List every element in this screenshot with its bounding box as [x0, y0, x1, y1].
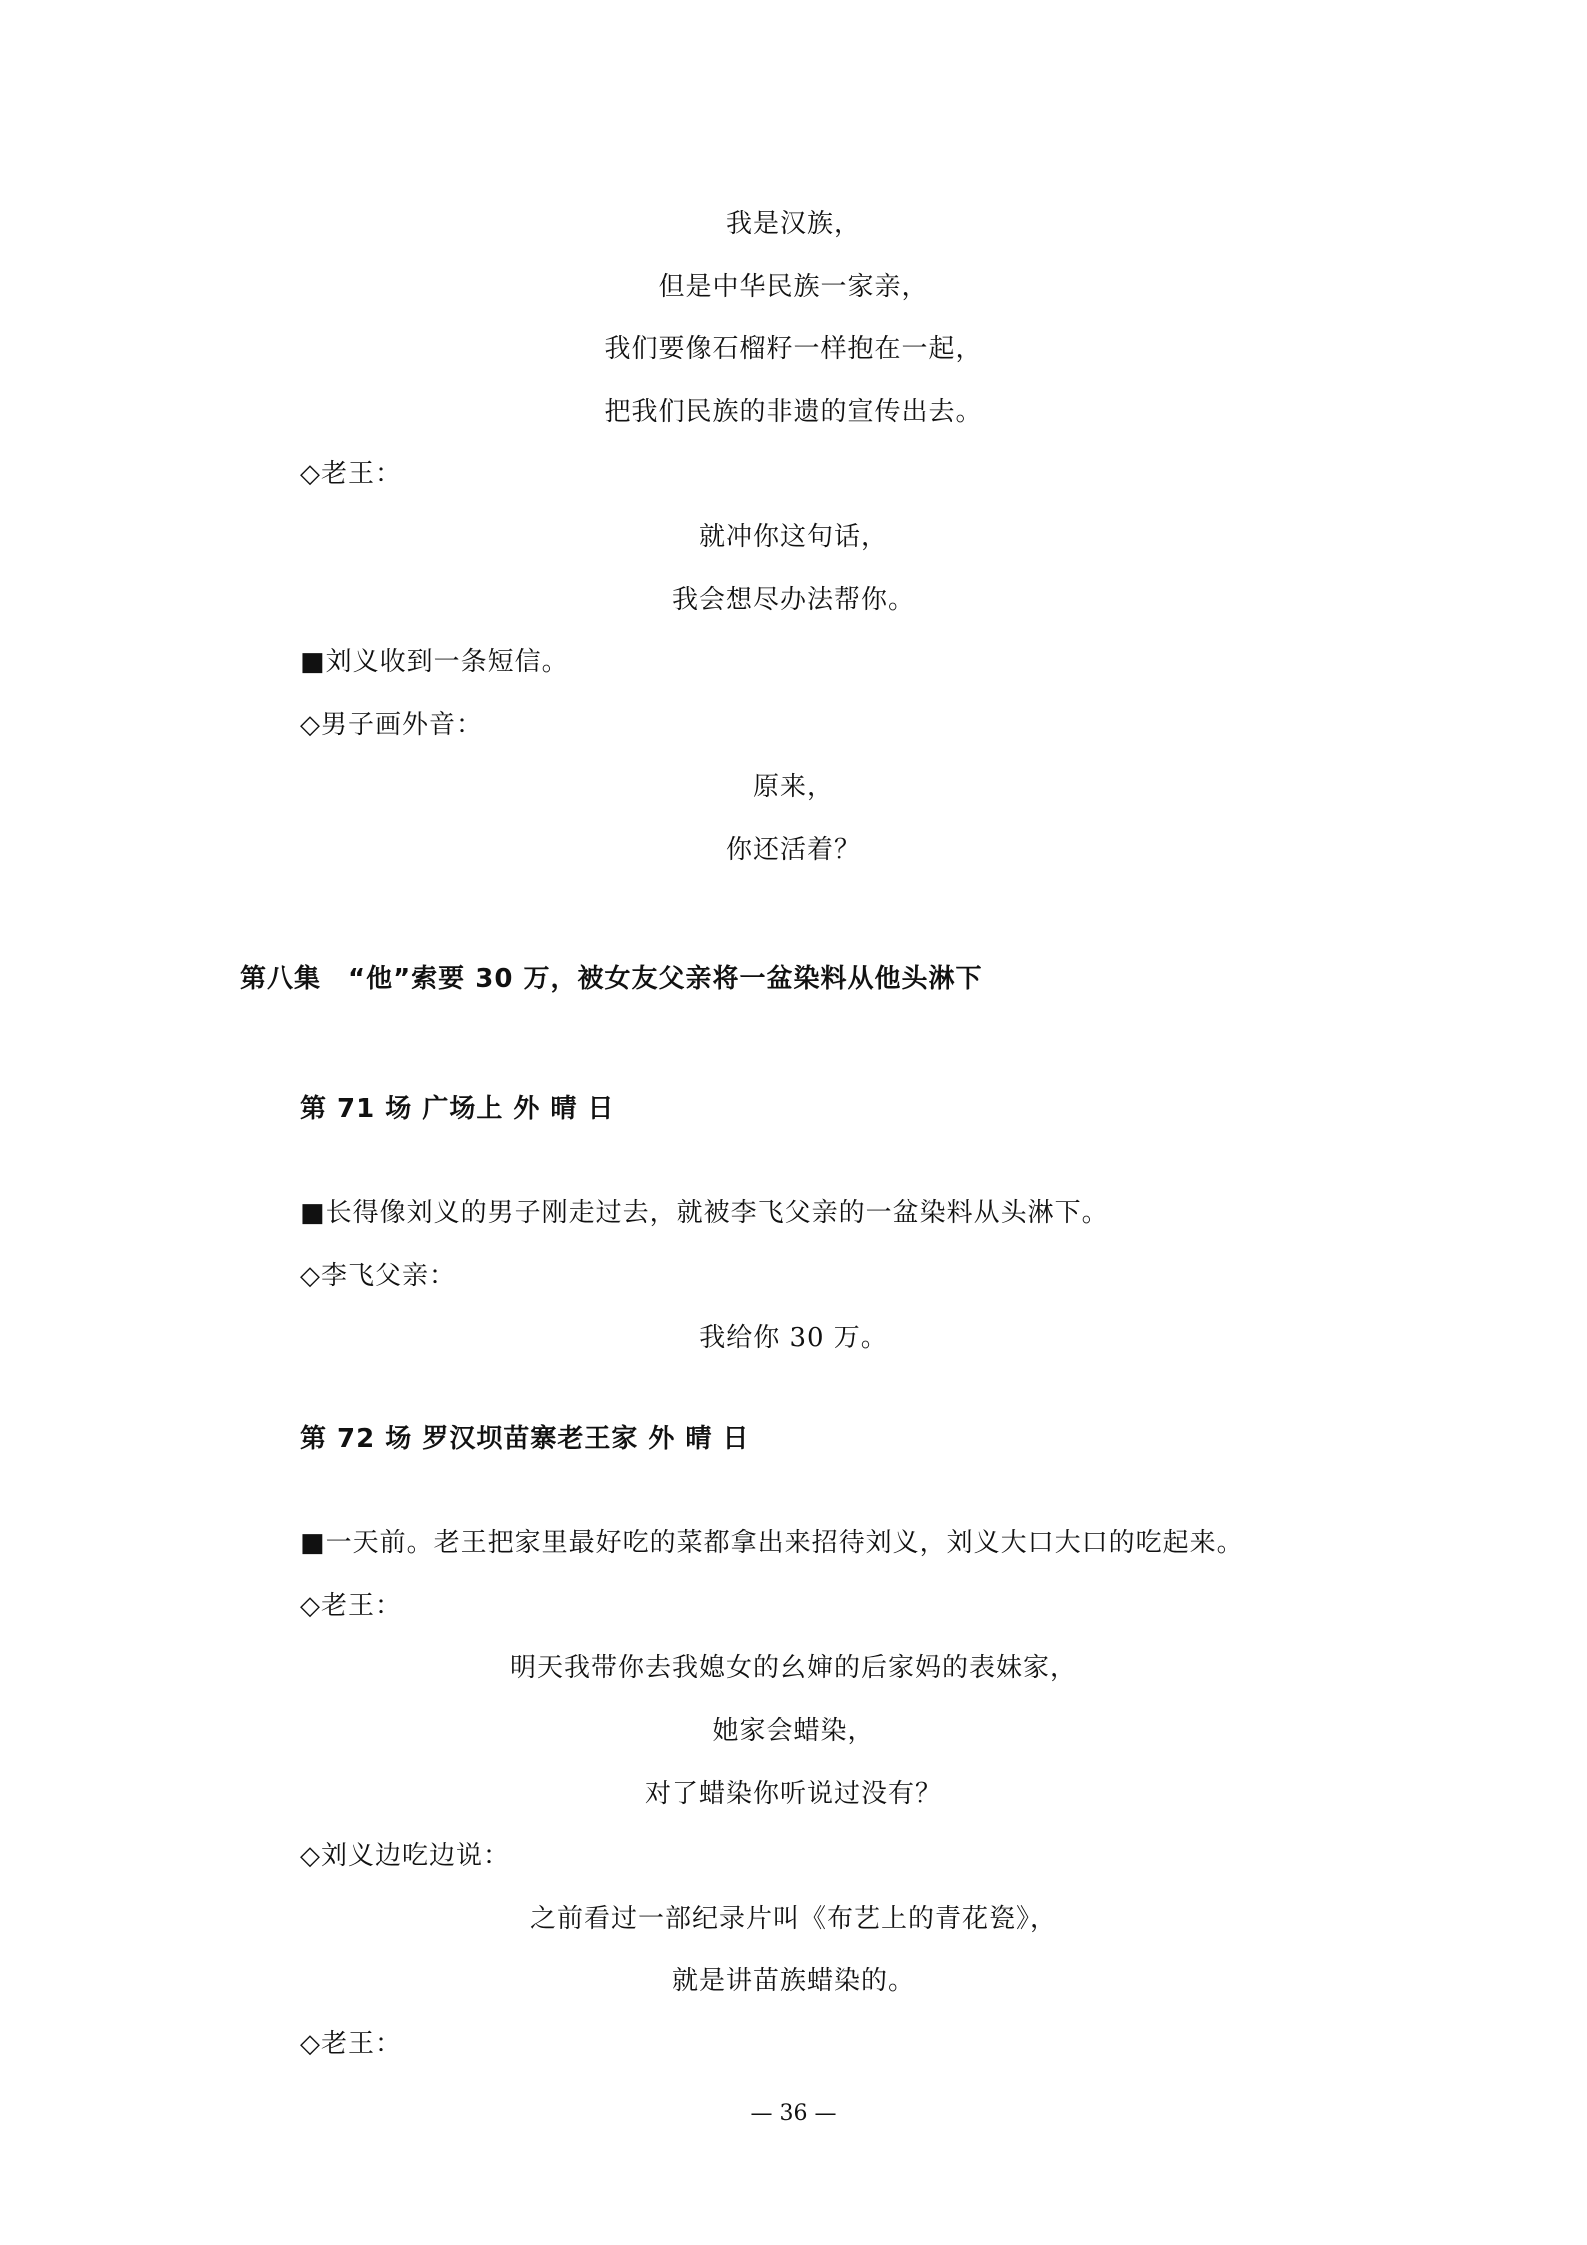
action-line: ■一天前。老王把家里最好吃的菜都拿出来招待刘义，刘义大口大口的吃起来。 [300, 1528, 1244, 1558]
dialogue-line: 之前看过一部纪录片叫《布艺上的青花瓷》， [529, 1904, 1057, 1934]
dialogue-line: 你还活着？ [725, 835, 861, 865]
scene-heading: 第 72 场 罗汉坝苗寨老王家 外 晴 日 [300, 1424, 750, 1454]
dialogue-line: 原来， [752, 772, 834, 802]
dialogue-line: 对了蜡染你听说过没有？ [644, 1779, 942, 1809]
page-number: — 36 — [750, 2101, 837, 2126]
speaker-label: ◇李飞父亲： [300, 1261, 456, 1291]
speaker-label: ◇老王： [300, 1591, 402, 1621]
dialogue-line: 明天我带你去我媳女的幺婶的后家妈的表妹家， [509, 1653, 1077, 1683]
dialogue-line: 就冲你这句话， [698, 522, 888, 552]
dialogue-line: 我给你 30 万。 [699, 1323, 888, 1353]
dialogue-line: 我是汉族， [725, 209, 861, 239]
scene-heading: 第 71 场 广场上 外 晴 日 [300, 1094, 615, 1124]
episode-title: 第八集 “他”索要 30 万，被女友父亲将一盆染料从他头淋下 [240, 964, 983, 994]
speaker-label: ◇刘义边吃边说： [300, 1841, 510, 1871]
action-line: ■刘义收到一条短信。 [300, 647, 569, 677]
speaker-label: ◇老王： [300, 2029, 402, 2059]
dialogue-line: 但是中华民族一家亲， [658, 272, 929, 302]
dialogue-line: 就是讲苗族蜡染的。 [671, 1966, 915, 1996]
dialogue-line: 把我们民族的非遗的宣传出去。 [604, 397, 983, 427]
action-line: ■长得像刘义的男子刚走过去，就被李飞父亲的一盆染料从头淋下。 [300, 1198, 1109, 1228]
speaker-label: ◇老王： [300, 459, 402, 489]
dialogue-line: 她家会蜡染， [712, 1716, 875, 1746]
speaker-label: ◇男子画外音： [300, 710, 483, 740]
dialogue-line: 我们要像石榴籽一样抱在一起， [604, 334, 983, 364]
dialogue-line: 我会想尽办法帮你。 [671, 585, 915, 615]
